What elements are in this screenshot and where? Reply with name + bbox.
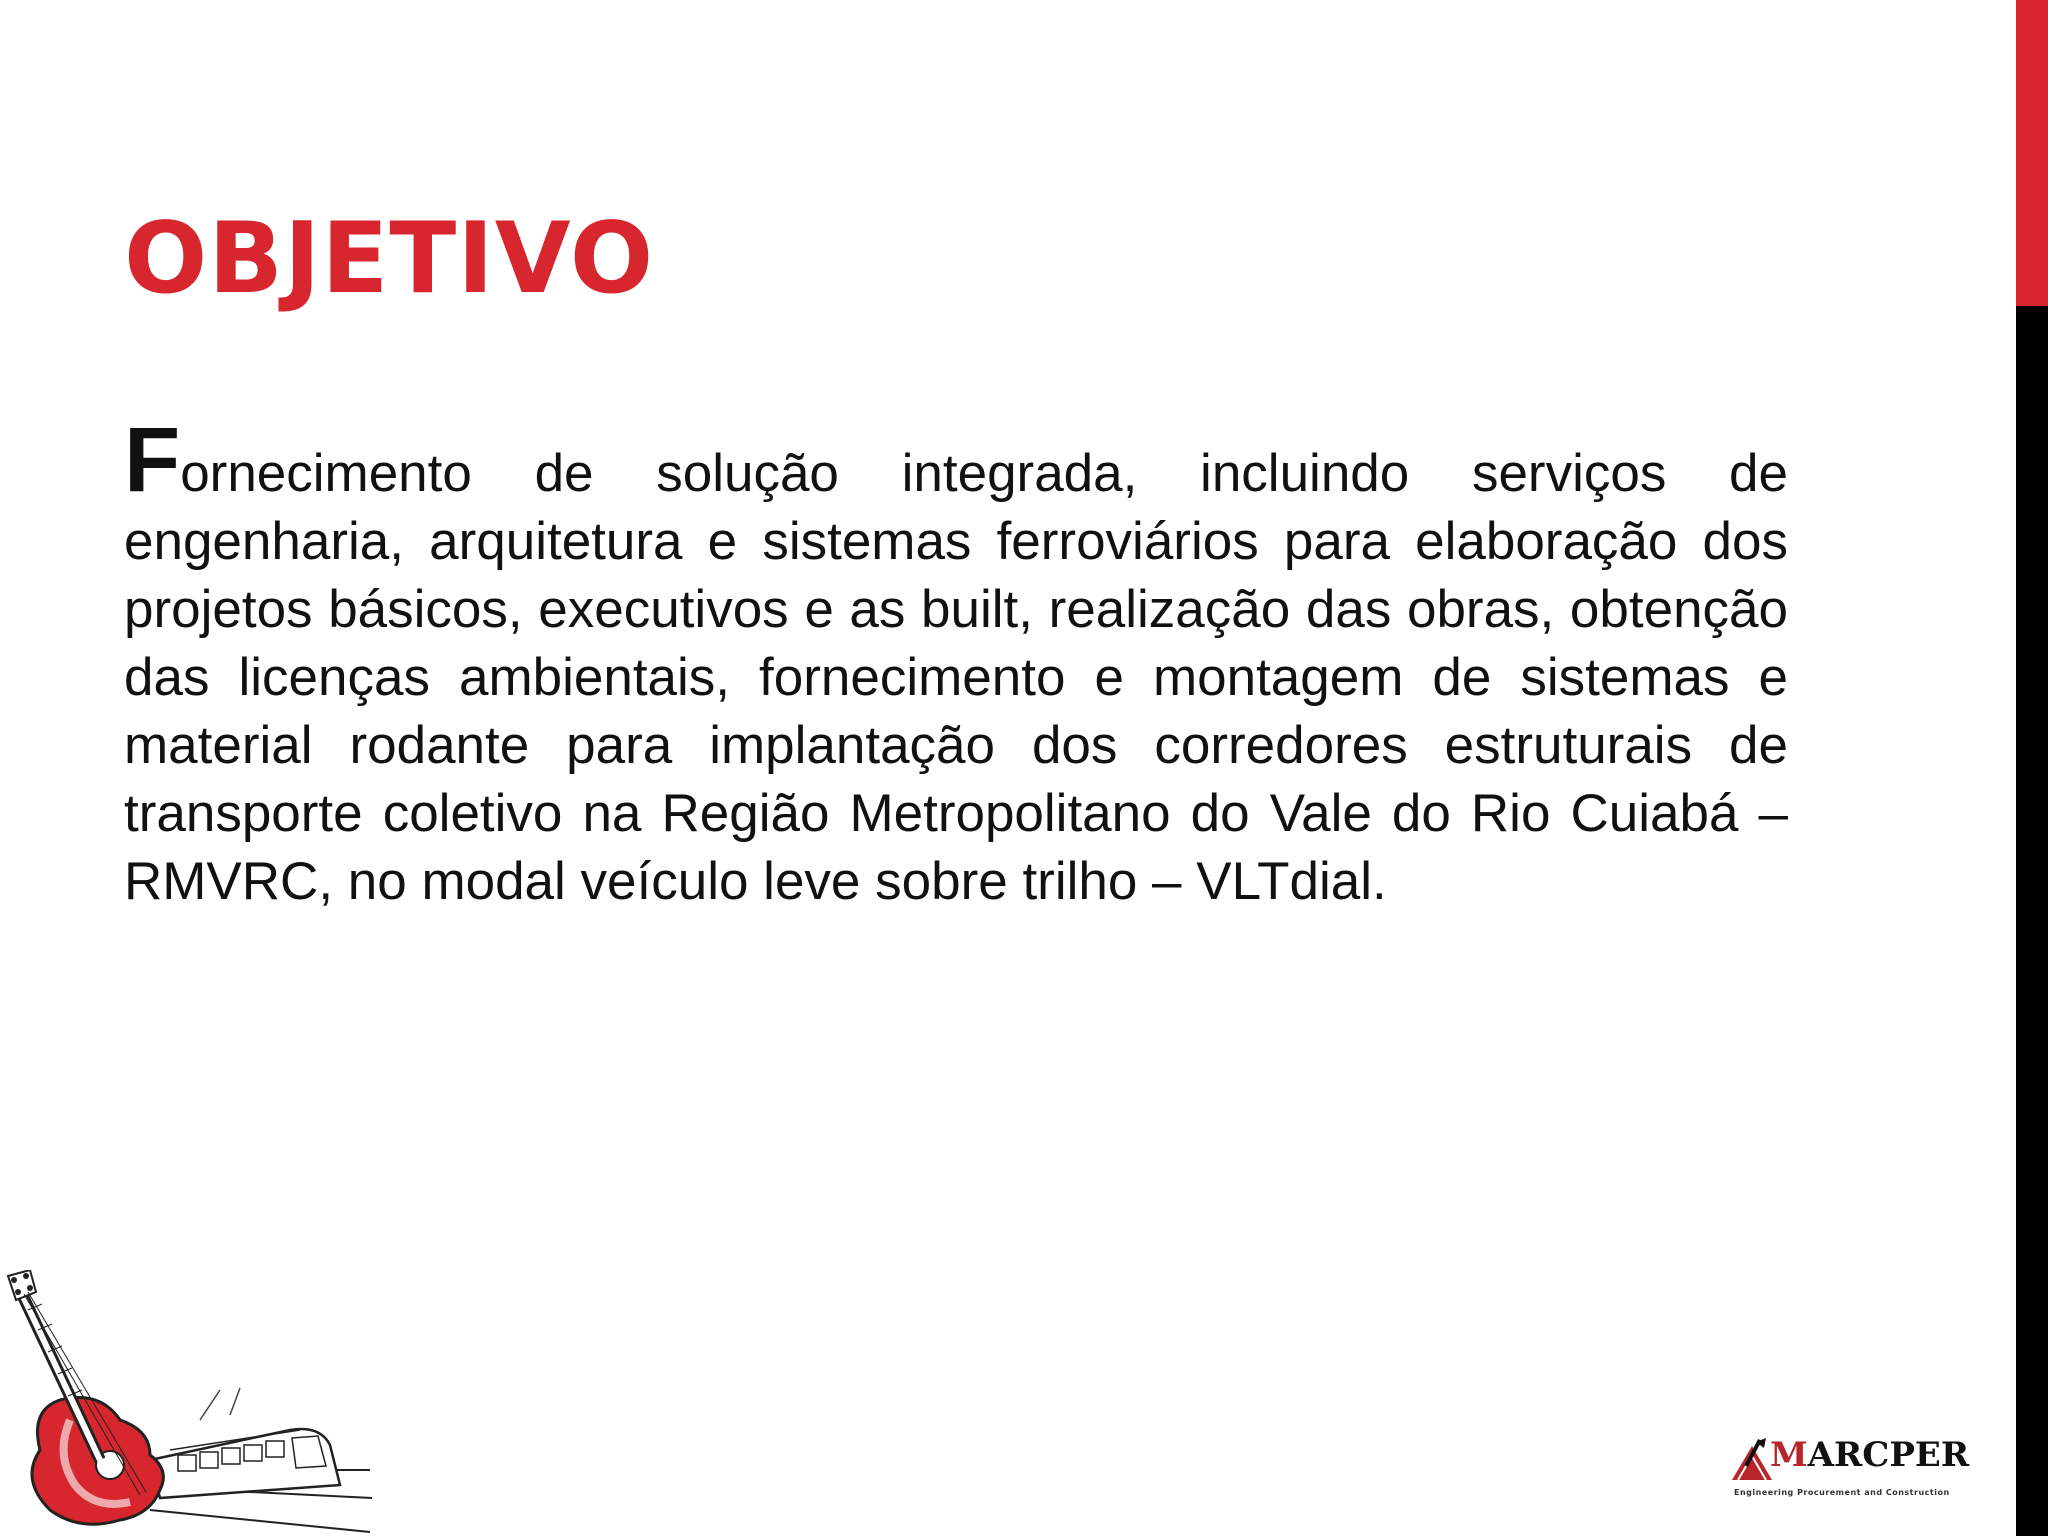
marcper-brand-text <box>1770 1435 1970 1475</box>
body-dropcap: F <box>124 409 181 511</box>
brand-rest: ARCPER <box>1807 1435 1970 1475</box>
marcper-mark-icon <box>1730 1438 1774 1482</box>
side-accent-bar-red <box>2016 0 2048 306</box>
brand-prefix: M <box>1770 1435 1808 1475</box>
slide-title: OBJETIVO <box>124 202 655 316</box>
side-accent-bar-black <box>2016 306 2048 1536</box>
guitar-and-tram-logo-icon <box>0 1270 380 1536</box>
marcper-tagline: Engineering Procurement and Construction <box>1734 1488 1950 1497</box>
marcper-logo <box>1730 1435 1970 1510</box>
body-paragraph: ornecimento de solução integrada, incluindo serviços de engenharia, arquitetura e sistemas ferroviários para elaboração dos projetos básicos, executivos e as built, realização das obras, obtenção das licenças ambientais, fornecimento e montagem de sistemas e material rodante para implantação dos corredores estruturais de transporte coletivo na Região Metropolitano do Vale do Rio Cuiabá – RMVRC, no modal veículo leve sobre trilho – VLTdial. <box>124 444 1788 911</box>
slide-body-text <box>124 409 1788 916</box>
